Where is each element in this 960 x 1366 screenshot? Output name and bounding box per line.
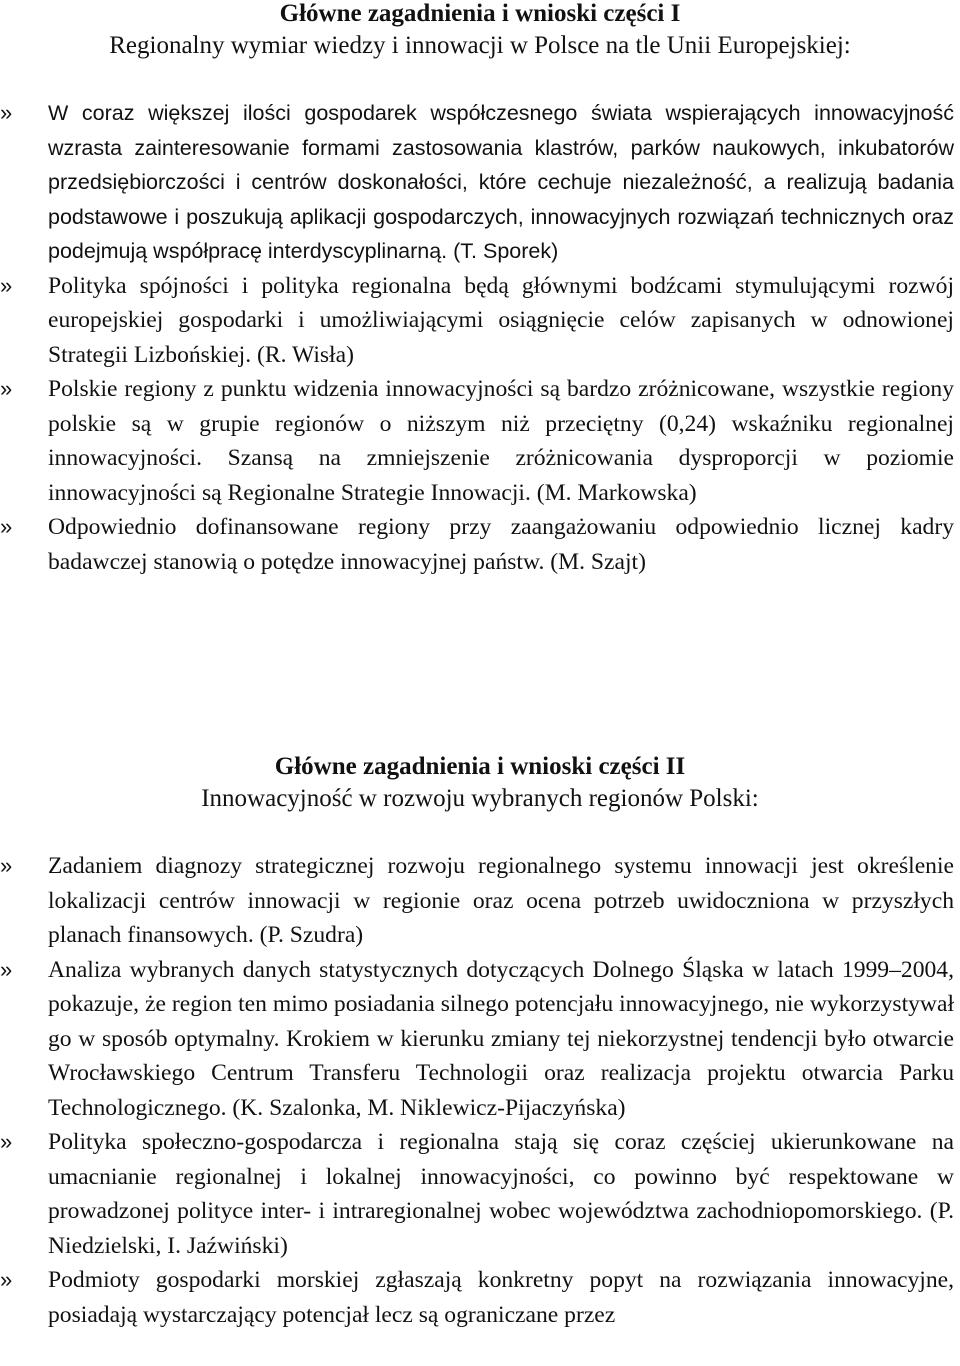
section-2-item-3 — [0, 1125, 960, 1263]
list-item-text: Zadaniem diagnozy strategicznej rozwoju regionalnego systemu innowacji jest określenie lokalizacji centrów innowacji w regionie oraz ocena potrzeb uwidoczniona w przyszłych planach finansowych. (P. Szudra) — [48, 853, 954, 948]
bullet-marker-icon: » — [0, 514, 13, 539]
bullet-marker-icon: » — [0, 376, 13, 401]
list-item-text: Polskie regiony z punktu widzenia innowacyjności są bardzo zróżnicowane, wszystkie regiony polskie są w grupie regionów o niższym niż przeciętny (0,24) wskaźniku regionalnej innowacyjności. Szansą na zmniejszenie zróżnicowania dysproporcji w poziomie innowacyjności są Regionalne Strategie Innowacji. (M. Markowska) — [48, 376, 954, 506]
list-item-text: Podmioty gospodarki morskiej zgłaszają konkretny popyt na rozwiązania innowacyjne, posiadają wystarczający potencjał lecz są ograniczane przez — [48, 1267, 954, 1328]
bullet-marker-icon: » — [0, 1129, 13, 1154]
section-2-subtitle: Innowacyjność w rozwoju wybranych regionów Polski: — [201, 785, 759, 812]
bullet-marker-icon: » — [0, 100, 13, 125]
list-item-text: Polityka spójności i polityka regionalna będą głównymi bodźcami stymulującymi rozwój europejskiej gospodarki i umożliwiającymi osiągnięcie celów zapisanych w odnowionej Strategii Lizbońskiej. (R. Wisła) — [48, 272, 954, 368]
section-1-list — [0, 96, 960, 579]
list-item-text: Odpowiednio dofinansowane regiony przy zaangażowaniu odpowiednio licznej kadry badawczej stanowią o potędze innowacyjnej państw. (M. Szajt) — [48, 514, 954, 575]
section-2-item-2 — [0, 953, 960, 1126]
bullet-marker-icon: » — [0, 853, 13, 878]
section-2-item-4 — [0, 1263, 960, 1332]
list-item-text: Analiza wybranych danych statystycznych dotyczących Dolnego Śląska w latach 1999–2004, pokazuje, że region ten mimo posiadania silnego potencjału innowacyjnego, nie wykorzystywał go w sposób optymalny. Krokiem w kierunku zmiany tej niekorzystnej tendencji było otwarcie Wrocławskiego Centrum Transferu Technologii oraz realizacja projektu otwarcia Parku Technologicznego. (K. Szalonka, M. Niklewicz-Pijaczyńska) — [48, 956, 954, 1121]
section-1-item-2 — [0, 269, 960, 373]
section-2-header — [0, 751, 960, 815]
list-item-text: Polityka społeczno-gospodarcza i regionalna stają się coraz częściej ukierunkowane na umacnianie regionalnej i lokalnej innowacyjności, co powinno być respektowane w prowadzonej polityce inter- i intraregionalnej wobec województwa zachodniopomorskiego. (P. Niedzielski, I. Jaźwiński) — [48, 1129, 954, 1259]
section-1-item-3 — [0, 372, 960, 510]
section-2-list — [0, 849, 960, 1332]
section-2-title: Główne zagadnienia i wnioski części II — [274, 753, 686, 780]
bullet-marker-icon: » — [0, 1267, 13, 1292]
section-1-item-4 — [0, 510, 960, 579]
section-1-title: Główne zagadnienia i wnioski części I — [279, 0, 681, 27]
section-2-item-1 — [0, 849, 960, 953]
bullet-marker-icon: » — [0, 272, 13, 298]
section-1-header — [0, 0, 960, 62]
section-1-item-1 — [0, 96, 960, 269]
list-item-text: W coraz większej ilości gospodarek współczesnego świata wspierających innowacyjność wzrasta zainteresowanie formami zastosowania klastrów, parków naukowych, inkubatorów przedsiębiorczości i centrów doskonałości, które cechuje niezależność, a realizują badania podstawowe i poszukują aplikacji gospodarczych, innowacyjnych rozwiązań technicznych oraz podejmują współpracę interdyscyplinarną. (T. Sporek) — [48, 101, 954, 263]
bullet-marker-icon: » — [0, 956, 13, 982]
section-1-subtitle: Regionalny wymiar wiedzy i innowacji w Polsce na tle Unii Europejskiej: — [109, 32, 851, 59]
